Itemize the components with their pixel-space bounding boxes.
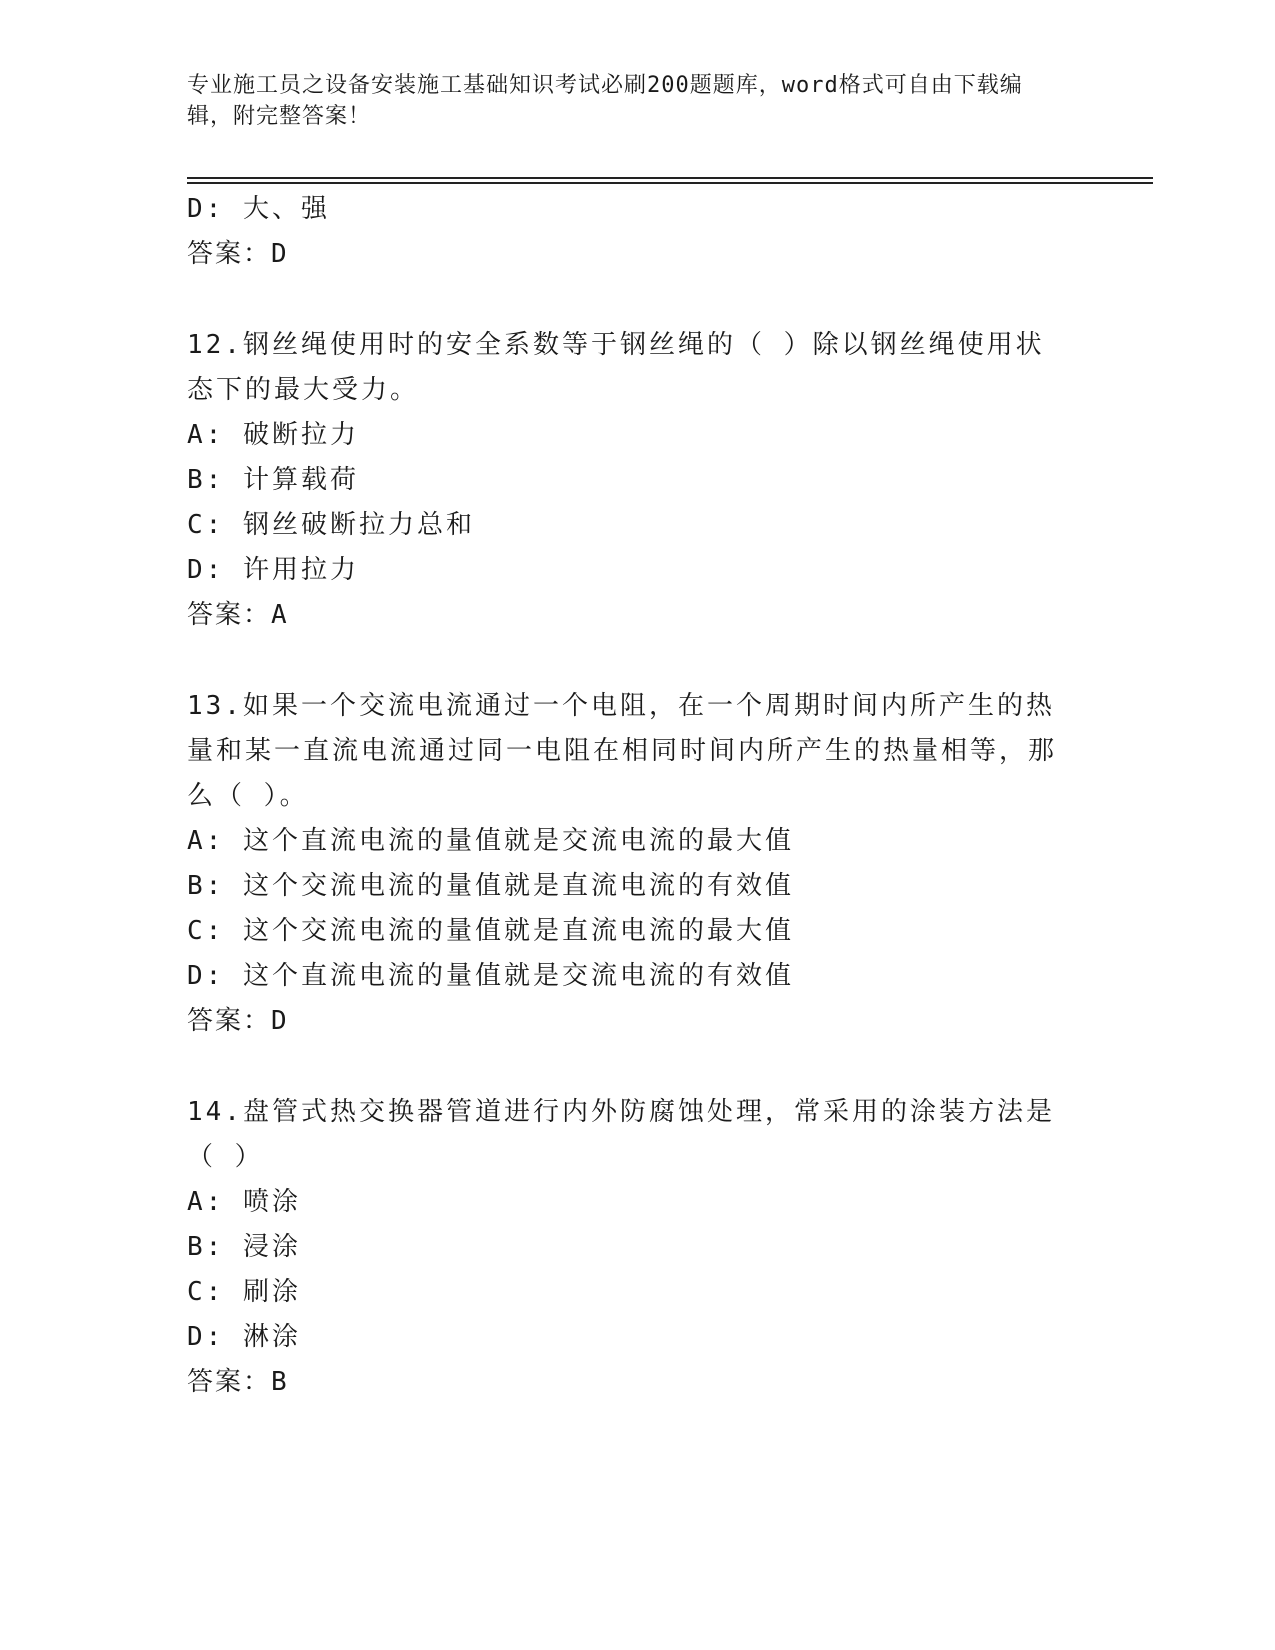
question-stem: 12.钢丝绳使用时的安全系数等于钢丝绳的（ ）除以钢丝绳使用状态下的最大受力。 [187,330,1045,405]
question-12 [187,323,1087,638]
answer: 答案：D [187,1006,289,1036]
option-d: D: 这个直流电流的量值就是交流电流的有效值 [187,961,794,991]
answer: 答案：B [187,1367,289,1397]
option-b: B: 计算载荷 [187,465,359,495]
question-stem: 14.盘管式热交换器管道进行内外防腐蚀处理，常采用的涂装方法是（ ） [187,1097,1055,1172]
question-14 [187,1090,1087,1405]
option-d: D: 许用拉力 [187,555,359,585]
header-rule-top [187,177,1153,179]
option-b: B: 这个交流电流的量值就是直流电流的有效值 [187,871,794,901]
option-a: A: 喷涂 [187,1187,301,1217]
option-c: C: 刷涂 [187,1277,301,1307]
option-c: C: 这个交流电流的量值就是直流电流的最大值 [187,916,794,946]
header-rule-bottom [187,182,1153,184]
option-a: A: 这个直流电流的量值就是交流电流的最大值 [187,826,794,856]
answer: 答案：A [187,600,289,630]
option-a: A: 破断拉力 [187,420,359,450]
document-body [187,187,1087,1405]
question-13 [187,684,1087,1044]
option-d: D: 淋涂 [187,1322,301,1352]
option-c: C: 钢丝破断拉力总和 [187,510,475,540]
prev-option-d: D: 大、强 [187,194,330,224]
option-b: B: 浸涂 [187,1232,301,1262]
prev-answer: 答案：D [187,239,289,269]
question-stem: 13.如果一个交流电流通过一个电阻，在一个周期时间内所产生的热量和某一直流电流通过同一电阻在相同时间内所产生的热量相等，那么（ ）。 [187,691,1058,811]
document-header: 专业施工员之设备安装施工基础知识考试必刷200题题库，word格式可自由下载编辑，附完整答案！ [187,73,1023,129]
